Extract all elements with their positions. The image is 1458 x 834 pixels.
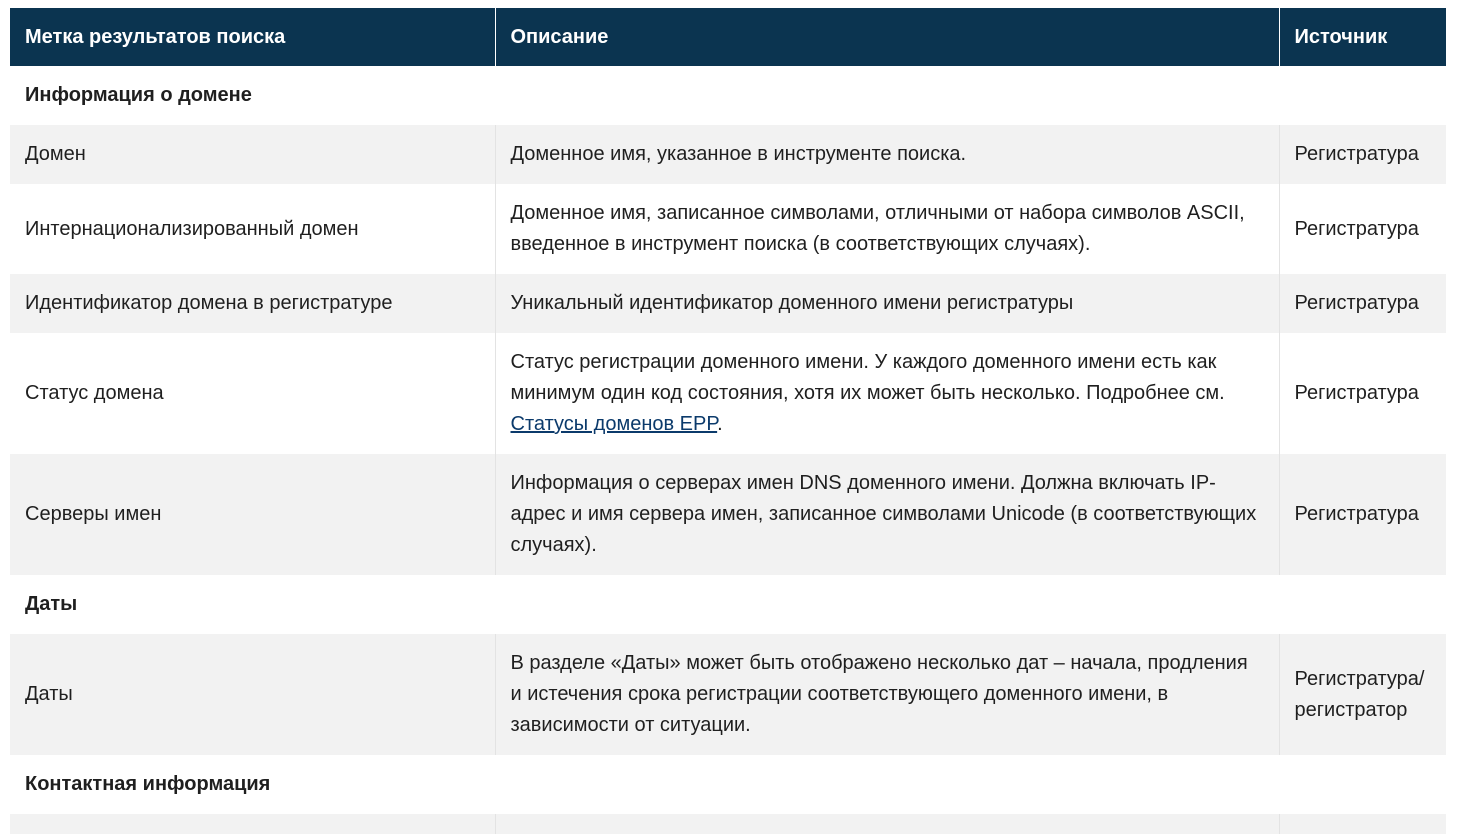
row-cell-empty [1279, 814, 1446, 834]
row-label: Серверы имен [10, 454, 495, 575]
section-row-dates [10, 575, 1446, 634]
row-description [495, 333, 1279, 454]
row-source: Регистратура [1279, 454, 1446, 575]
header-label: Метка результатов поиска [10, 8, 495, 66]
section-title: Даты [10, 575, 1446, 634]
section-row-contact-info [10, 755, 1446, 814]
whois-fields-table [10, 8, 1446, 834]
row-source: Регистратура [1279, 333, 1446, 454]
row-source: Регистратура [1279, 184, 1446, 274]
row-description: Доменное имя, указанное в инструменте поиска. [495, 125, 1279, 184]
row-source: Регистратура [1279, 125, 1446, 184]
row-cell-empty [495, 814, 1279, 834]
epp-status-link[interactable]: Статусы доменов EPP [510, 413, 718, 435]
row-source: Регистратура [1279, 274, 1446, 333]
table-body [10, 66, 1446, 834]
table-header-row [10, 8, 1446, 66]
table-row-nameservers [10, 454, 1446, 575]
row-description: Доменное имя, записанное символами, отличными от набора символов ASCII, введенное в инструмент поиска (в соответствующих случаях). [495, 184, 1279, 274]
section-row-domain-info [10, 66, 1446, 125]
row-description: Информация о серверах имен DNS доменного имени. Должна включать IP-адрес и имя сервера имен, записанное символами Unicode (в соответствующих случаях). [495, 454, 1279, 575]
table-row-domain [10, 125, 1446, 184]
section-title: Контактная информация [10, 755, 1446, 814]
row-label: Идентификатор домена в регистратуре [10, 274, 495, 333]
table-row-status [10, 333, 1446, 454]
header-source: Источник [1279, 8, 1446, 66]
row-source: Регистратура/ регистратор [1279, 634, 1446, 755]
table-row-idn [10, 184, 1446, 274]
table-row-registry-id [10, 274, 1446, 333]
row-description: Уникальный идентификатор доменного имени регистратуры [495, 274, 1279, 333]
row-label: Статус домена [10, 333, 495, 454]
row-description-text: Статус регистрации доменного имени. У каждого доменного имени есть как минимум один код состояния, хотя их может быть несколько. Подробнее см. [510, 351, 1225, 404]
row-cell-empty [10, 814, 495, 834]
whois-fields-table-container [10, 8, 1446, 834]
table-row-partial [10, 814, 1446, 834]
header-description: Описание [495, 8, 1279, 66]
table-row-dates [10, 634, 1446, 755]
row-description-end: . [717, 413, 723, 435]
row-description: В разделе «Даты» может быть отображено несколько дат – начала, продления и истечения срока регистрации соответствующего доменного имени, в зависимости от ситуации. [495, 634, 1279, 755]
row-label: Даты [10, 634, 495, 755]
section-title: Информация о домене [10, 66, 1446, 125]
row-label: Домен [10, 125, 495, 184]
table-header [10, 8, 1446, 66]
row-label: Интернационализированный домен [10, 184, 495, 274]
